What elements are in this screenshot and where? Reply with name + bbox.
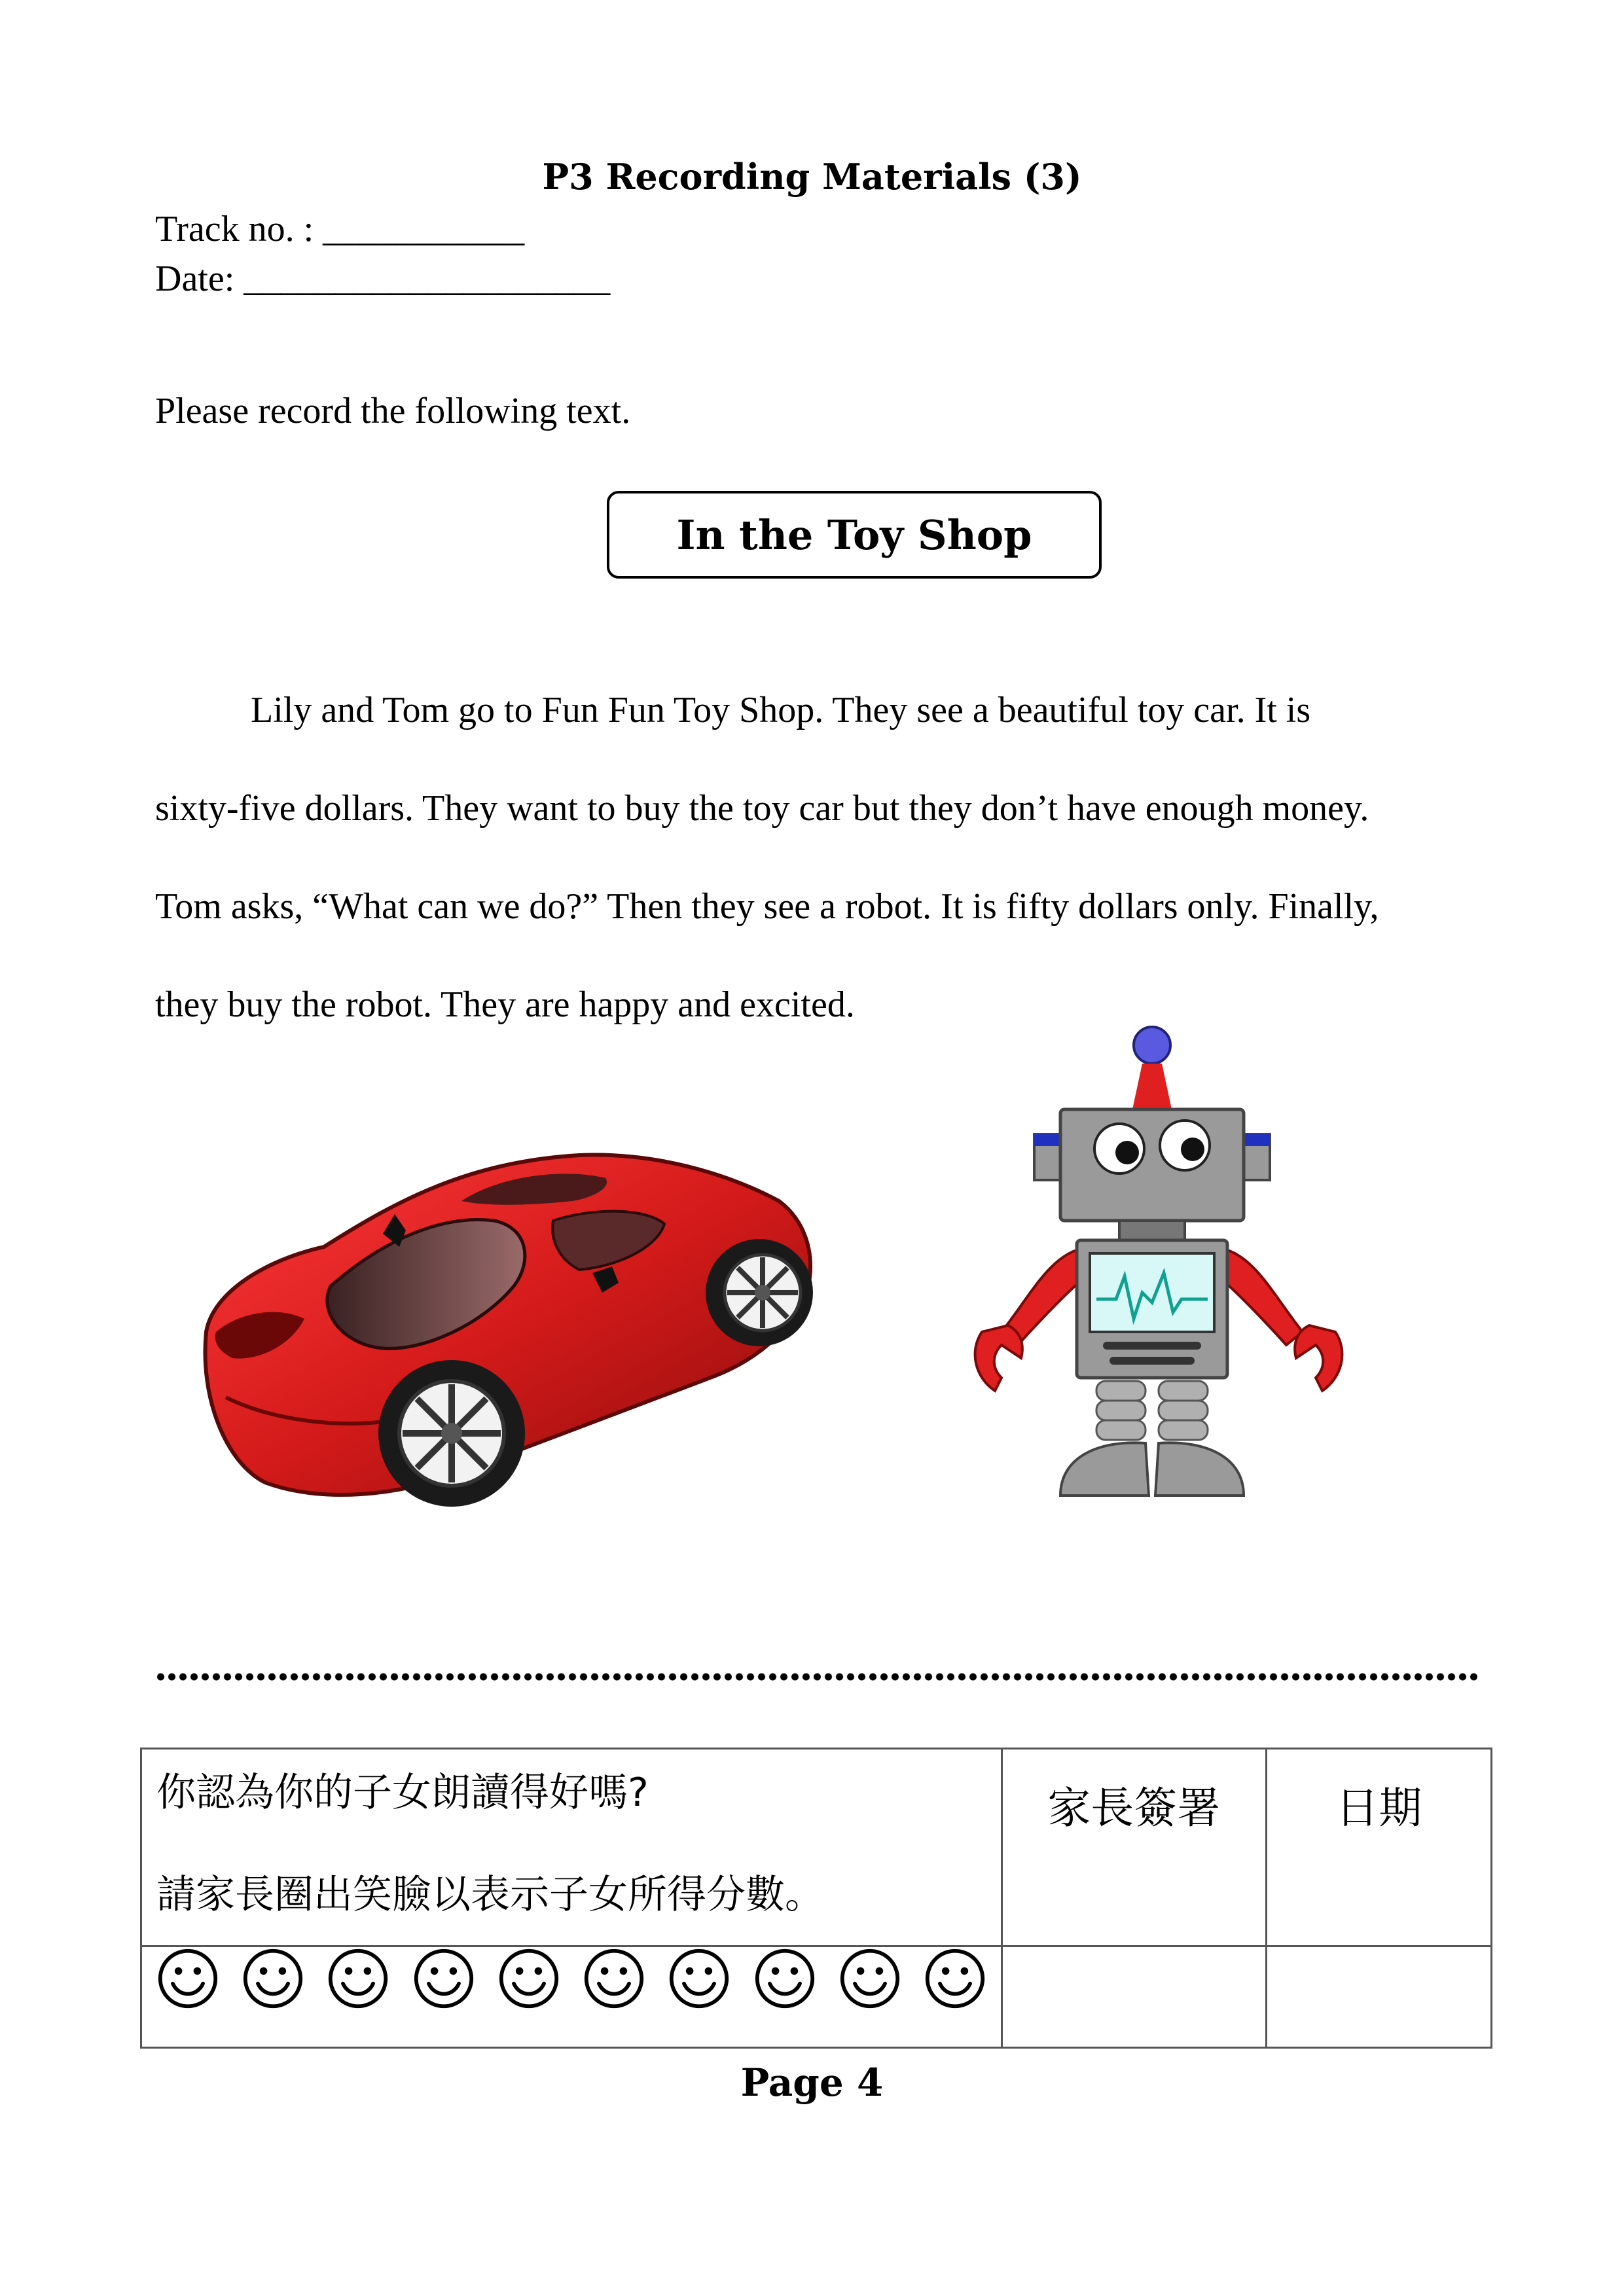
- feedback-question-cell: [141, 1749, 1002, 1946]
- smiley-face-icon[interactable]: [839, 1947, 901, 2010]
- smiley-face-icon[interactable]: [668, 1947, 731, 2010]
- story-line: Lily and Tom go to Fun Fun Toy Shop. They see a beautiful toy car. It is: [251, 690, 1311, 730]
- date-cell[interactable]: [1266, 1946, 1491, 2048]
- instruction-text: Please record the following text.: [155, 391, 631, 431]
- toy-robot-illustration: [956, 1024, 1362, 1502]
- track-number-field: Track no. : ___________: [155, 209, 525, 249]
- smiley-face-icon[interactable]: [753, 1947, 816, 2010]
- smiley-face-icon[interactable]: [242, 1947, 304, 2010]
- story-text: [155, 661, 1471, 1054]
- parent-signature-cell[interactable]: [1001, 1946, 1266, 2048]
- smiley-face-icon[interactable]: [497, 1947, 560, 2010]
- feedback-question: 你認為你的子女朗讀得好嗎?: [156, 1770, 649, 1816]
- smiley-face-icon[interactable]: [412, 1947, 475, 2010]
- smiley-face-icon[interactable]: [327, 1947, 389, 2010]
- story-line: they buy the robot. They are happy and excited.: [155, 984, 855, 1025]
- parent-feedback-table: [140, 1748, 1492, 2049]
- story-line: sixty-five dollars. They want to buy the toy car but they don’t have enough money.: [155, 788, 1369, 829]
- parent-signature-header: 家長簽署: [1001, 1749, 1266, 1946]
- story-title: In the Toy Shop: [607, 491, 1102, 579]
- smiley-face-icon[interactable]: [156, 1947, 219, 2010]
- feedback-instruction: 請家長圈出笑臉以表示子女所得分數。: [156, 1872, 824, 1918]
- page-title: P3 Recording Materials (3): [542, 156, 1082, 198]
- date-header: 日期: [1266, 1749, 1491, 1946]
- dotted-separator: [155, 1673, 1477, 1681]
- smiley-face-icon[interactable]: [583, 1947, 645, 2010]
- red-sports-car-illustration: [187, 1116, 828, 1522]
- page-number: Page 4: [740, 2060, 884, 2105]
- smiley-rating-group: [142, 1947, 1001, 2010]
- smiley-rating-cell: [141, 1946, 1002, 2048]
- smiley-face-icon[interactable]: [924, 1947, 986, 2010]
- story-line: Tom asks, “What can we do?” Then they see a robot. It is fifty dollars only. Finally,: [155, 886, 1379, 927]
- date-field: Date: ____________________: [155, 259, 611, 299]
